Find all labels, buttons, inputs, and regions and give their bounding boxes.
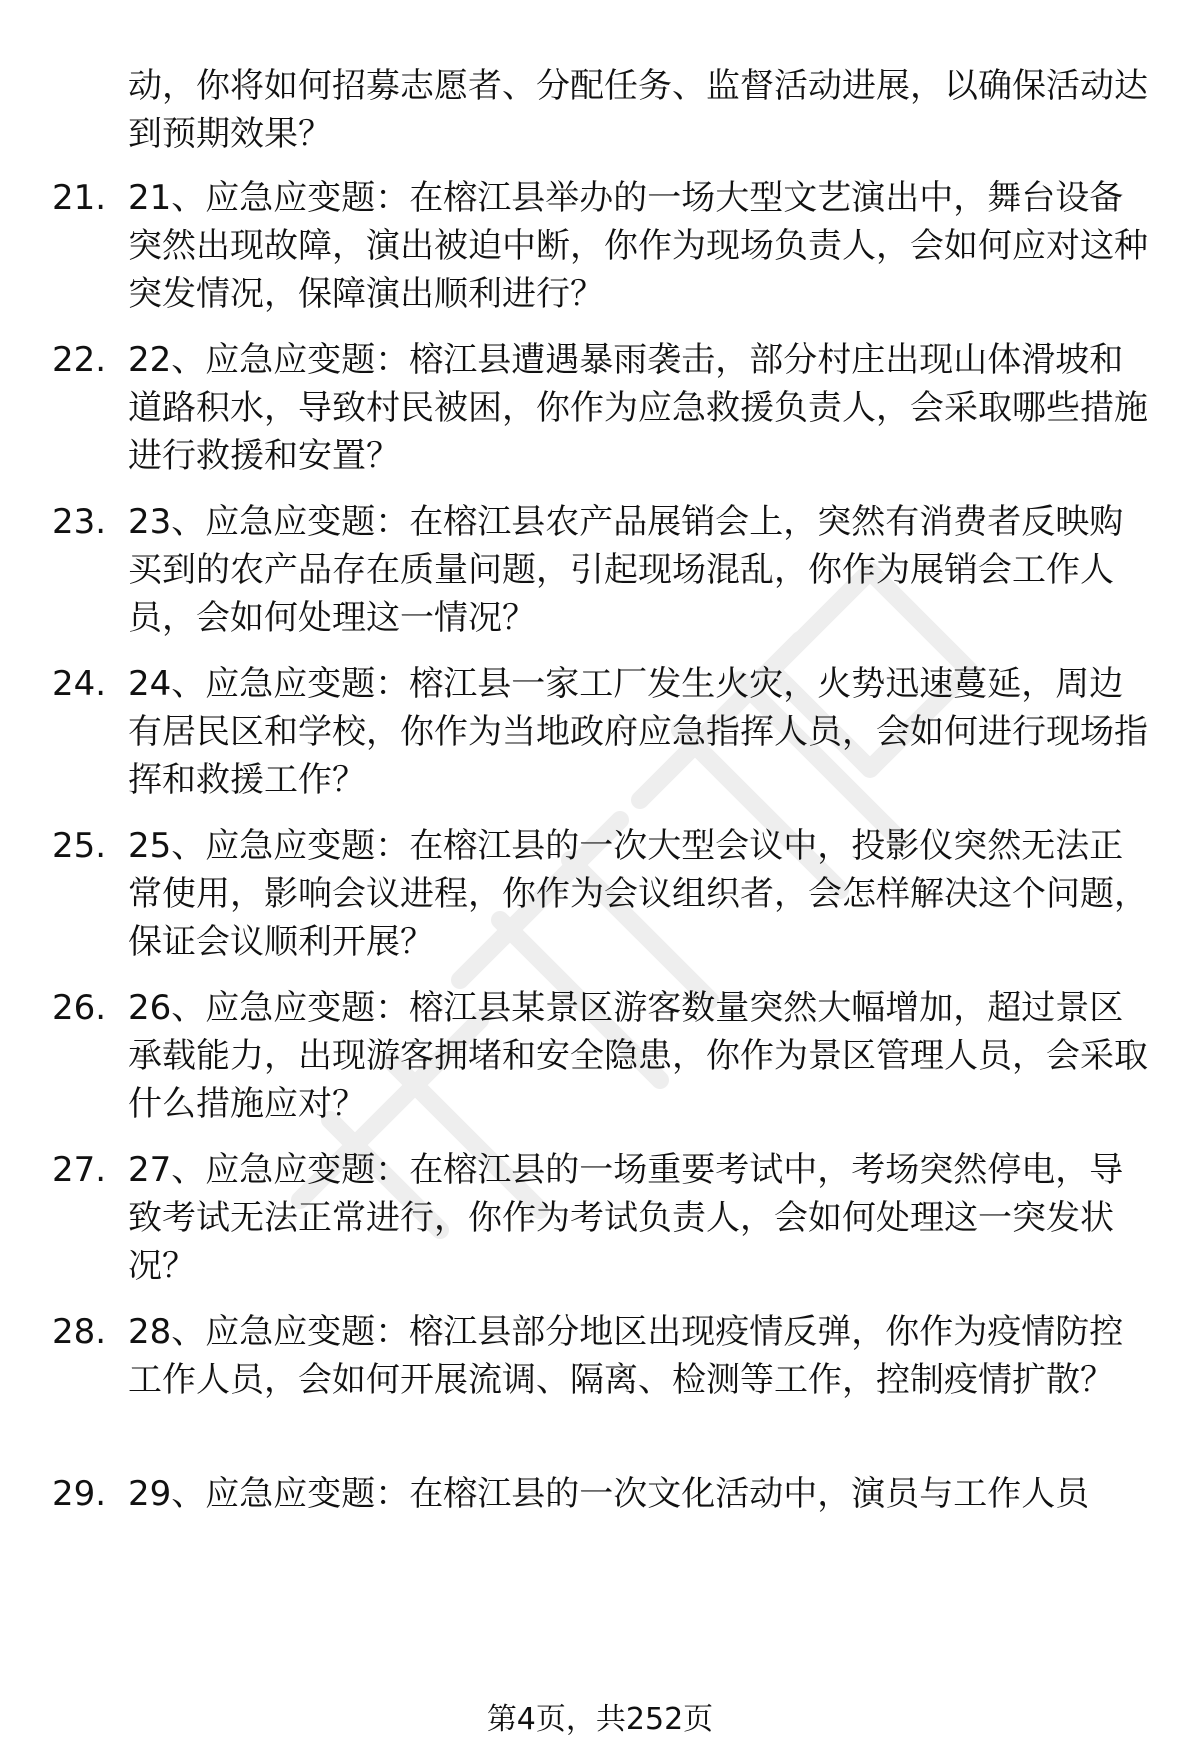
list-number: 21.	[52, 178, 107, 218]
question-text: 27、应急应变题：在榕江县的一场重要考试中，考场突然停电，导致考试无法正常进行，你作为考试负责人，会如何处理这一突发状况？	[128, 1150, 1124, 1286]
list-number: 23.	[52, 502, 107, 542]
list-number: 22.	[52, 340, 107, 380]
continued-question-text: 动，你将如何招募志愿者、分配任务、监督活动进展，以确保活动达到预期效果？	[128, 66, 1148, 154]
question-text: 21、应急应变题：在榕江县举办的一场大型文艺演出中，舞台设备突然出现故障，演出被迫中断，你作为现场负责人，会如何应对这种突发情况，保障演出顺利进行？	[128, 178, 1148, 314]
list-number: 24.	[52, 664, 107, 704]
question-text: 23、应急应变题：在榕江县农产品展销会上，突然有消费者反映购买到的农产品存在质量问题，引起现场混乱，你作为展销会工作人员，会如何处理这一情况？	[128, 502, 1124, 638]
list-number: 28.	[52, 1312, 107, 1352]
question-text: 25、应急应变题：在榕江县的一次大型会议中，投影仪突然无法正常使用，影响会议进程，你作为会议组织者，会怎样解决这个问题，保证会议顺利开展？	[128, 826, 1148, 962]
question-text: 26、应急应变题：榕江县某景区游客数量突然大幅增加，超过景区承载能力，出现游客拥堵和安全隐患，你作为景区管理人员，会采取什么措施应对？	[128, 988, 1148, 1124]
question-text: 22、应急应变题：榕江县遭遇暴雨袭击，部分村庄出现山体滑坡和道路积水，导致村民被困，你作为应急救援负责人，会采取哪些措施进行救援和安置？	[128, 340, 1148, 476]
question-text: 28、应急应变题：榕江县部分地区出现疫情反弹，你作为疫情防控工作人员，会如何开展流调、隔离、检测等工作，控制疫情扩散？	[128, 1312, 1124, 1400]
question-text: 24、应急应变题：榕江县一家工厂发生火灾，火势迅速蔓延，周边有居民区和学校，你作为当地政府应急指挥人员，会如何进行现场指挥和救援工作？	[128, 664, 1148, 800]
list-number: 27.	[52, 1150, 107, 1190]
question-text: 29、应急应变题：在榕江县的一次文化活动中，演员与工作人员	[128, 1474, 1090, 1514]
page-number-footer: 第4页，共252页	[486, 1702, 714, 1737]
list-number: 29.	[52, 1474, 107, 1514]
list-number: 25.	[52, 826, 107, 866]
list-number: 26.	[52, 988, 107, 1028]
